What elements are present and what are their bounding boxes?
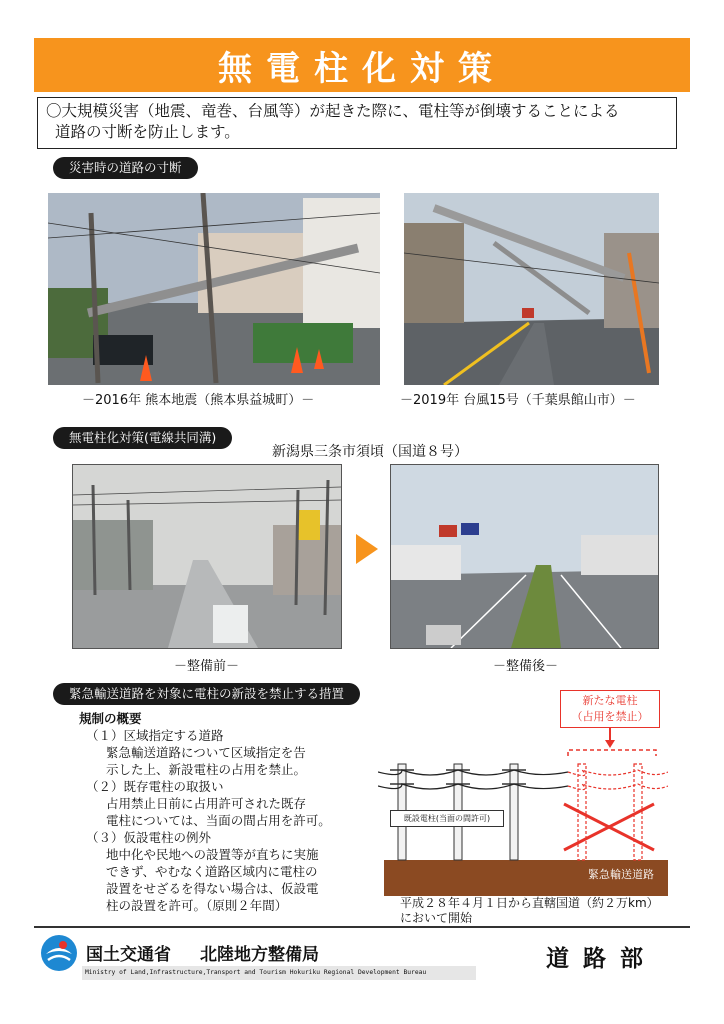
item-1-title: （１）区域指定する道路 [86,728,224,743]
emergency-road-label: 緊急輸送道路 [588,868,654,881]
photo-kumamoto-earthquake [48,193,380,385]
start-note-line-2: において開始 [400,911,473,925]
photo-after-improvement [390,464,659,649]
new-pole-label-2: （占用を禁止） [571,710,649,723]
item-2-line-1: 占用禁止日前に占用許可された既存 [106,796,307,811]
item-3-line-1: 地中化や民地への設置等が直ちに実施 [106,847,319,862]
ministry-logo-icon [40,934,78,972]
existing-pole-label: 既設電柱(当面の間許可) [390,810,504,827]
department-name: 道路部 [546,946,657,972]
new-pole-callout [560,690,660,728]
item-3-title: （３）仮設電柱の例外 [86,830,212,845]
item-3-line-4: 柱の設置を許可。（原則２年間） [106,898,288,913]
location-label: 新潟県三条市須頃（国道８号） [272,444,468,460]
item-2-title: （２）既存電柱の取扱い [86,779,224,794]
bureau-name: 北陸地方整備局 [200,945,319,965]
caption-kumamoto: －2016年 熊本地震（熊本県益城町）－ [82,393,315,408]
intro-box [37,97,677,149]
ministry-name: 国土交通省 [86,945,171,965]
section-undergrounding-heading: 無電柱化対策(電線共同溝) [53,427,232,449]
english-bureau-name: Ministry of Land,Infrastructure,Transport and Tourism Hokuriku Regional Development Bureau [82,966,476,980]
section-restriction-heading: 緊急輸送道路を対象に電柱の新設を禁止する措置 [53,683,360,705]
item-2-line-2: 電柱については、当面の間占用を許可。 [106,813,331,828]
photo-typhoon-tateyama [404,193,659,385]
section-disaster-heading: 災害時の道路の寸断 [53,157,198,179]
item-3-line-2: できず、やむなく道路区域内に電柱の [106,864,318,879]
caption-after: －整備後－ [493,659,559,674]
arrow-right-icon [356,534,378,564]
page-title: 無電柱化対策 [34,38,690,92]
intro-line-2: 道路の寸断を防止します。 [55,123,240,141]
item-1-line-2: 示した上、新設電柱の占用を禁止。 [106,762,307,777]
intro-line-1: 〇大規模災害（地震、竜巻、台風等）が起きた際に、電柱等が倒壊することによる [46,102,620,120]
new-pole-label-1: 新たな電柱 [582,694,638,707]
item-3-line-3: 設置をせざるを得ない場合は、仮設電 [106,881,319,896]
footer-divider [34,926,690,928]
start-note-line-1: 平成２８年４月１日から直轄国道（約２万km） [400,896,659,910]
item-1-line-1: 緊急輸送道路について区域指定を告 [106,745,306,760]
overview-title: 規制の概要 [79,711,142,726]
photo-before-improvement [72,464,342,649]
caption-typhoon: －2019年 台風15号（千葉県館山市）－ [400,393,636,408]
caption-before: －整備前－ [174,659,240,674]
